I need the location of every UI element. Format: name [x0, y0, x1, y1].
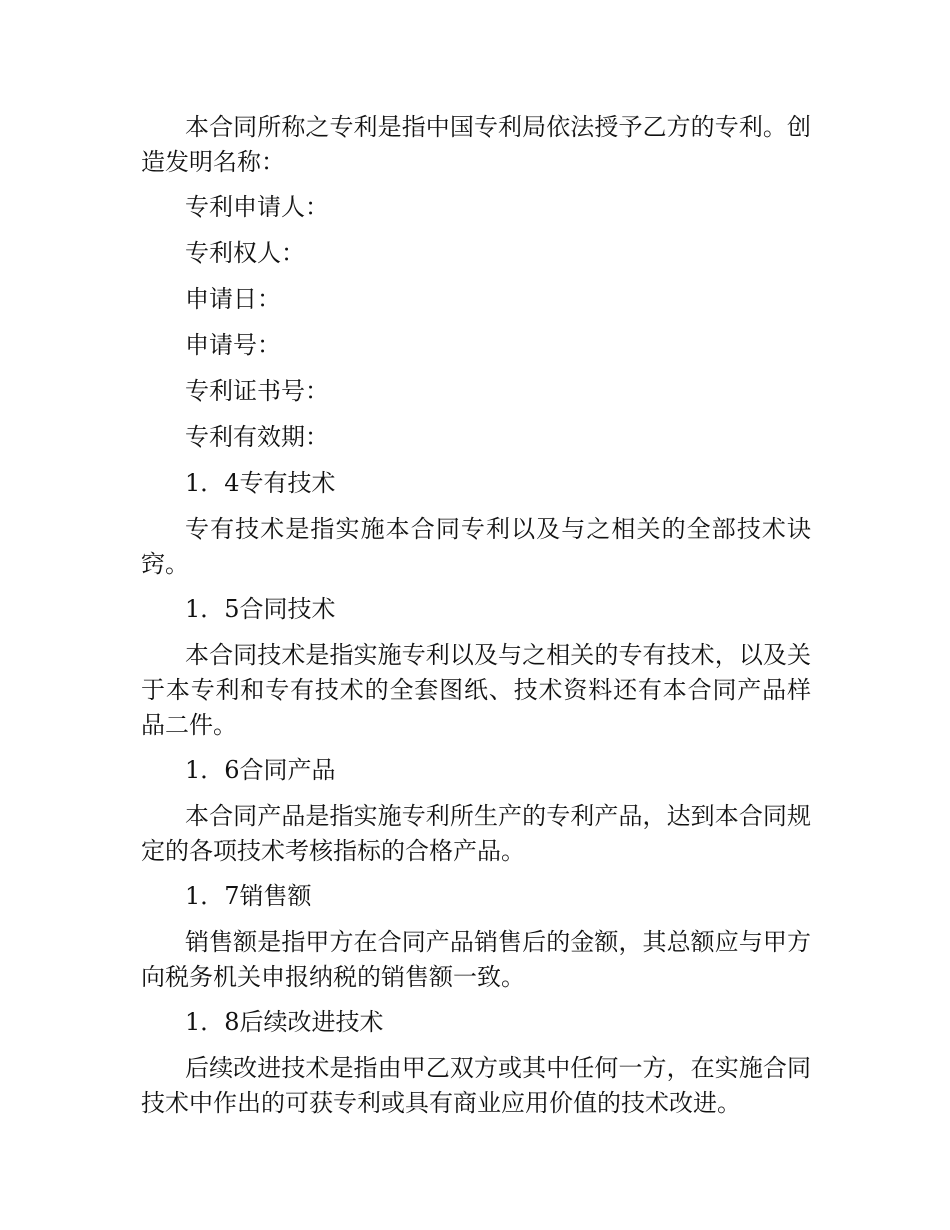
paragraph-contract-product: 本合同产品是指实施专利所生产的专利产品，达到本合同规定的各项技术考核指标的合格产品。	[141, 802, 811, 865]
section-heading-1-7: 1．7销售额	[185, 882, 312, 910]
paragraph-sales-amount: 销售额是指甲方在合同产品销售后的金额，其总额应与甲方向税务机关申报纳税的销售额一致。	[141, 928, 811, 991]
paragraph-patent-holder: 专利权人：	[185, 239, 305, 267]
paragraph-proprietary-tech: 专有技术是指实施本合同专利以及与之相关的全部技术诀窍。	[141, 515, 811, 578]
paragraph-validity-period: 专利有效期：	[185, 423, 329, 451]
paragraph-improvement-tech: 后续改进技术是指由甲乙双方或其中任何一方，在实施合同技术中作出的可获专利或具有商业应用价值的技术改进。	[141, 1054, 811, 1117]
paragraph-application-date: 申请日：	[185, 285, 281, 313]
section-heading-1-8: 1．8后续改进技术	[185, 1008, 384, 1036]
paragraph-patent-applicant: 专利申请人：	[185, 193, 329, 221]
document-body	[141, 110, 811, 1131]
section-heading-1-5: 1．5合同技术	[185, 595, 336, 623]
paragraph-patent-definition: 本合同所称之专利是指中国专利局依法授予乙方的专利。创造发明名称：	[141, 113, 811, 176]
paragraph-certificate-number: 专利证书号：	[185, 377, 329, 405]
section-heading-1-6: 1．6合同产品	[185, 756, 336, 784]
section-heading-1-4: 1．4专有技术	[185, 469, 336, 497]
paragraph-application-number: 申请号：	[185, 331, 281, 359]
paragraph-contract-tech: 本合同技术是指实施专利以及与之相关的专有技术，以及关于本专利和专有技术的全套图纸、技术资料还有本合同产品样品二件。	[141, 641, 811, 739]
